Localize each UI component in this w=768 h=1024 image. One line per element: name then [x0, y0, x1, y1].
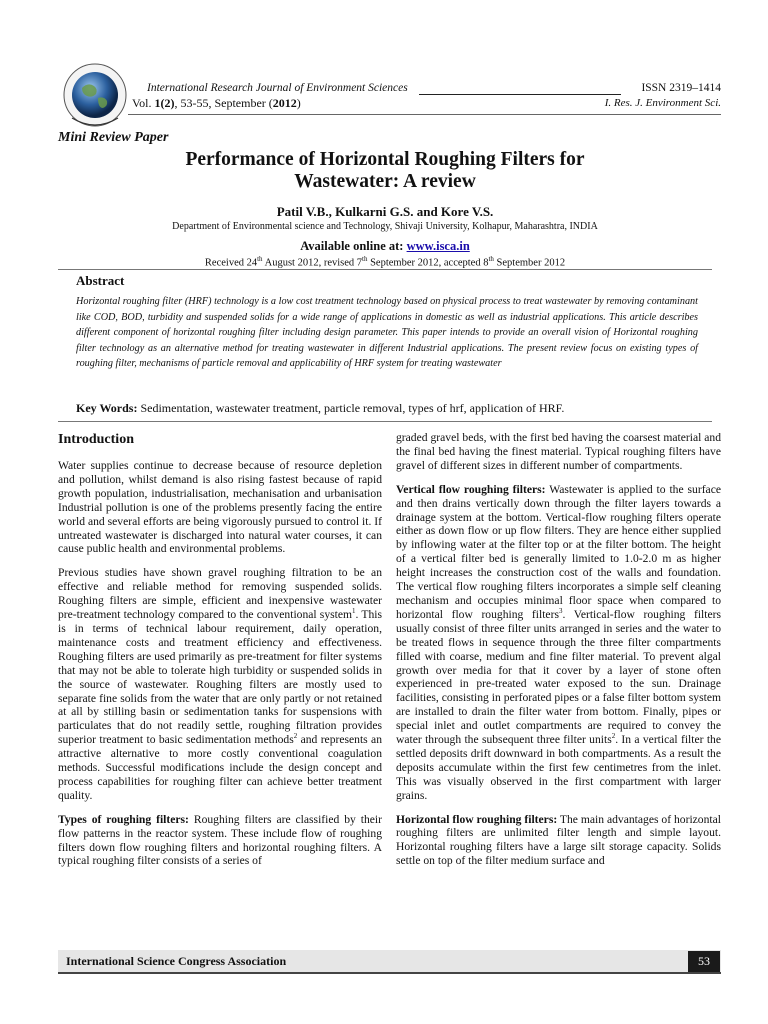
page-number: 53	[688, 951, 720, 972]
journal-name: International Research Journal of Environment Sciences	[147, 82, 408, 94]
paragraph: Horizontal flow roughing filters: The main advantages of horizontal roughing filters are unlimited filter length and simple layout. Horizontal roughing filters have a large silt storage capacity. Solids settle on top of the filter medium surface and	[396, 812, 721, 868]
journal-abbreviation: I. Res. J. Environment Sci.	[604, 97, 721, 109]
keywords-text: Sedimentation, wastewater treatment, particle removal, types of hrf, application of HRF.	[140, 401, 565, 415]
journal-logo	[62, 62, 128, 128]
section-heading: Types of roughing filters:	[58, 812, 189, 826]
footer-organization: International Science Congress Association	[66, 954, 287, 968]
paragraph: Previous studies have shown gravel roughing filtration to be an effective and reliable method for removing suspended solids. Roughing filters are simple, efficient and inexpensive wastewater pre-treatment technology compared to the conventional system$^1$. This is in terms of technical labour requirement, daily operation, maintenance costs and treatment efficiency and effectiveness. Roughing filters are used primarily as pre-treatment for filter systems that may not be able to tolerate high turbidity or suspended solids in the source of wastewater. Roughing filters are mostly used to separate fine solids from the water that are only partly or not retained at all by stilling basin or sedimentation tanks for suspensions with particulates that do not readily settle, roughing filtration provides superior treatment to basic sedimentation methods$^2$ and represents an attractive alternative to more costly conventional coagulation methods. Successful modifications include the design concept and process capabilities for roughing filter can achieve better treatment quality.	[58, 566, 382, 802]
keywords	[76, 401, 698, 416]
volume-year: 2012	[272, 96, 297, 110]
paragraph: Types of roughing filters: Roughing filters are classified by their flow patterns in the reactor system. These include flow of roughing filters down flow roughing filters and horizontal roughing filters. A typical roughing filter consists of a series of	[58, 812, 382, 868]
volume-line: Vol. 1(2), 53-55, September (2012) I. Res. J. Environment Sci.	[132, 96, 721, 110]
abstract-text: Horizontal roughing filter (HRF) technology is a low cost treatment technology based on physical process to treat wastewater by removing contaminant like COD, BOD, turbidity and suspended solids for a wide range of applications in domestic as well as industrial applications. This article describes different component of horizontal roughing filter including design parameter. This paper intends to provide an overall vision of Horizontal roughing filter technology as an alternative method for treating wastewater in different Industrial applications. The present review focus on existing types of roughing filter, mechanisms of particle removal and applicability of HRF system for treating wastewater	[76, 296, 698, 369]
paragraph: Water supplies continue to decrease because of resource depletion and pollution, whilst demand is also rising fastest because of rapid growth population, industrialisation, mechanisation and urbanisation Industrial pollution is one of the problems presently facing the entire world and several efforts are being vigorously pursued to control it. If untreated wastewater is discharged into natural water courses, it can cause public health and environmental problems.	[58, 459, 382, 556]
left-column	[58, 431, 382, 878]
section-heading: Vertical flow roughing filters:	[396, 482, 546, 496]
paper-title: Performance of Horizontal Roughing Filters for Wastewater: A review	[185, 149, 585, 192]
issn: ISSN 2319–1414	[641, 82, 721, 94]
keywords-divider	[58, 421, 712, 422]
received-dates: Received 24th August 2012, revised 7th September 2012, accepted 8th September 2012	[204, 255, 566, 269]
journal-link[interactable]: www.isca.in	[406, 239, 470, 253]
header-divider	[128, 114, 721, 115]
journal-header	[147, 82, 721, 94]
available-online: Available online at: www.isca.in	[300, 239, 470, 253]
abstract-top-divider	[58, 269, 712, 270]
right-column	[396, 431, 721, 878]
globe-logo-icon	[62, 62, 128, 128]
keywords-label: Key Words:	[76, 401, 141, 415]
abstract-heading: Abstract	[76, 273, 125, 288]
affiliation: Department of Environmental science and Technology, Shivaji University, Kolhapur, Maharashtra, INDIA	[172, 221, 598, 232]
paper-type: Mini Review Paper	[58, 130, 169, 145]
paragraph: Vertical flow roughing filters: Wastewater is applied to the surface and then drains vertically down through the filter layers towards a drainage system at the bottom. Vertical-flow roughing filters operate either as down flow or up flow filters. They are hence either supplied by inflowing water at the filter top or at the filter bottom. The height of a vertical filter bed is generally limited to 1.0-2.0 m as higher height increases the construction cost of the walls and foundation. The vertical flow roughing filters incorporates a simple self cleaning mechanism and occupies minimal floor space when compared to horizontal flow roughing filters$^3$. Vertical-flow roughing filters usually consist of three filter units arranged in series and the water to be treated flows in sequence through the three filter compartments filled with coarse, medium and fine filter material. To prevent algal growth over media for that it cover by a layer of stone often experienced in pre-treated water exposed to the sun. Drainage facilities, consisting in perforated pipes or a false filter bottom system are installed to drain the filter water from bottom. Finally, pipes or special inlet and outlet compartments are required to convey the water through the subsequent three filter units$^2$. In a vertical filter the settled deposits drift downward in both compartments. As a result the deposits accumulate within the first few centimetres from the inlet. This was visually observed in the first compartment with larger grains.	[396, 482, 721, 802]
paragraph: graded gravel beds, with the first bed having the coarsest material and the final bed having the finest material. Typical roughing filters have gravel of different sizes in different number of compartments.	[396, 431, 721, 472]
introduction-heading: Introduction	[58, 432, 134, 447]
volume-number: 1(2)	[154, 96, 175, 110]
section-heading: Horizontal flow roughing filters:	[396, 812, 558, 826]
authors: Patil V.B., Kulkarni G.S. and Kore V.S.	[276, 204, 494, 219]
